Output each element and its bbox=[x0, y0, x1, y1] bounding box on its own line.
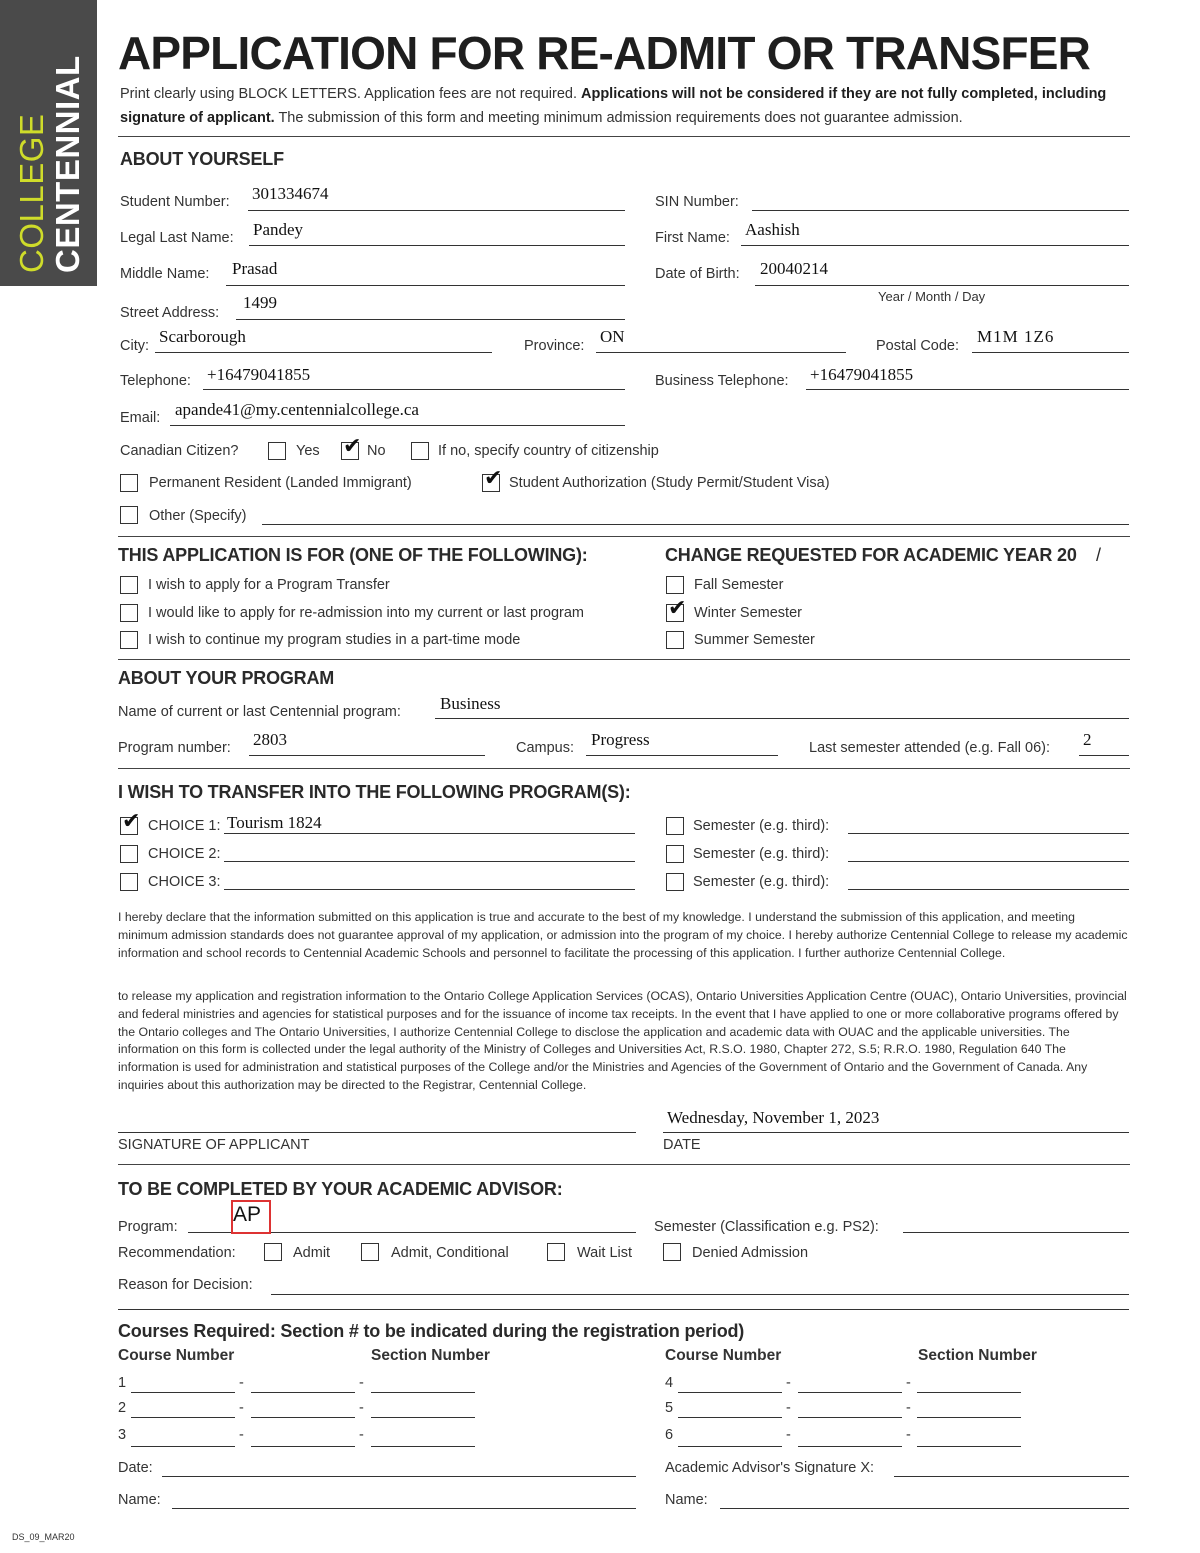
recommendation-label: Recommendation: bbox=[118, 1245, 236, 1261]
declaration-paragraph-1: I hereby declare that the information submitted on this application is true and accurate to the best of my knowledge. I understand the submission of this application, and meeting minimum admission standards does not guarantee approval of my application, or admission into the program of my choice. I hereby authorize Centennial College to release my academic information and school records to Centennial Academic Schools and personnel to facilitate the processing of this application. I further authorize Centennial College. bbox=[118, 910, 1128, 960]
other-checkbox[interactable] bbox=[120, 506, 138, 524]
semester2-checkbox[interactable] bbox=[666, 845, 684, 863]
courses-heading: Courses Required: Section # to be indicated during the registration period) bbox=[118, 1321, 745, 1341]
advisor-semester-field[interactable] bbox=[903, 1232, 1129, 1233]
business-phone-label: Business Telephone: bbox=[655, 373, 789, 389]
course-field[interactable] bbox=[251, 1417, 355, 1418]
program-name-value: Business bbox=[440, 694, 501, 713]
city-field[interactable] bbox=[155, 352, 492, 353]
divider bbox=[118, 536, 1130, 537]
denied-checkbox[interactable] bbox=[663, 1243, 681, 1261]
telephone-value: +16479041855 bbox=[207, 365, 311, 384]
province-value: ON bbox=[600, 327, 625, 346]
checkmark-icon: ✔ bbox=[484, 466, 503, 491]
intro-text-2: The submission of this form and meeting minimum admission requirements does not guarantee admission. bbox=[274, 110, 963, 126]
advisor-name-label: Name: bbox=[665, 1492, 708, 1508]
course-field[interactable] bbox=[798, 1392, 902, 1393]
other-specify-field[interactable] bbox=[262, 524, 1129, 525]
course-row-number: 4 bbox=[665, 1375, 674, 1391]
citizen-yes-label: Yes bbox=[296, 443, 320, 459]
advisor-program-value: AP bbox=[233, 1203, 262, 1226]
courses-name-field[interactable] bbox=[172, 1508, 636, 1509]
semester3-field[interactable] bbox=[848, 889, 1129, 890]
street-value: 1499 bbox=[243, 293, 277, 312]
reason-field-line-2[interactable] bbox=[118, 1309, 1129, 1310]
choice1-value: Tourism 1824 bbox=[227, 813, 322, 832]
specify-country-label: If no, specify country of citizenship bbox=[438, 443, 659, 459]
dash: - bbox=[239, 1375, 244, 1391]
section-field[interactable] bbox=[371, 1446, 475, 1447]
advisor-heading: TO BE COMPLETED BY YOUR ACADEMIC ADVISOR: bbox=[118, 1179, 563, 1199]
admit-label: Admit bbox=[293, 1245, 331, 1261]
readmission-checkbox[interactable] bbox=[120, 604, 138, 622]
dob-hint: Year / Month / Day bbox=[878, 289, 986, 304]
student-authorization-checkbox[interactable] bbox=[482, 466, 503, 492]
street-field[interactable] bbox=[236, 319, 625, 320]
section-number-header-left: Section Number bbox=[371, 1347, 490, 1364]
program-name-label: Name of current or last Centennial program: bbox=[118, 704, 401, 720]
intro-text-1: Print clearly using BLOCK LETTERS. Application fees are not required. bbox=[120, 86, 581, 102]
course-row-number: 1 bbox=[118, 1375, 127, 1391]
part-time-label: I wish to continue my program studies in a part-time mode bbox=[148, 632, 521, 648]
student-authorization-label: Student Authorization (Study Permit/Student Visa) bbox=[509, 475, 830, 491]
choice3-checkbox[interactable] bbox=[120, 873, 138, 891]
semester2-label: Semester (e.g. third): bbox=[693, 846, 830, 862]
reason-field[interactable] bbox=[271, 1294, 1129, 1295]
last-name-field[interactable] bbox=[249, 245, 625, 246]
dash: - bbox=[906, 1375, 911, 1391]
denied-label: Denied Admission bbox=[692, 1245, 809, 1261]
dash: - bbox=[786, 1375, 791, 1391]
postal-value: M1M 1Z6 bbox=[977, 327, 1055, 346]
summer-semester-label: Summer Semester bbox=[694, 632, 815, 648]
citizen-no-checkbox[interactable] bbox=[341, 434, 362, 460]
street-label: Street Address: bbox=[120, 305, 220, 321]
citizen-yes-checkbox[interactable] bbox=[268, 442, 286, 460]
divider bbox=[118, 659, 1130, 660]
sin-number-label: SIN Number: bbox=[655, 194, 739, 210]
dob-field[interactable] bbox=[755, 285, 1129, 286]
city-label: City: bbox=[120, 338, 149, 354]
city-value: Scarborough bbox=[159, 327, 246, 346]
courses-date-label: Date: bbox=[118, 1460, 153, 1476]
dash: - bbox=[786, 1400, 791, 1416]
program-transfer-checkbox[interactable] bbox=[120, 576, 138, 594]
campus-label: Campus: bbox=[516, 740, 575, 756]
first-name-value: Aashish bbox=[745, 220, 800, 239]
course-field[interactable] bbox=[251, 1446, 355, 1447]
checkmark-icon: ✔ bbox=[122, 809, 141, 834]
student-number-label: Student Number: bbox=[120, 194, 230, 210]
brand-panel bbox=[0, 0, 97, 286]
admit-conditional-label: Admit, Conditional bbox=[391, 1245, 509, 1261]
date-field[interactable] bbox=[663, 1132, 1129, 1133]
advisor-name-field[interactable] bbox=[720, 1508, 1129, 1509]
postal-label: Postal Code: bbox=[876, 338, 960, 354]
advisor-semester-label: Semester (Classification e.g. PS2): bbox=[654, 1219, 879, 1235]
dash: - bbox=[239, 1400, 244, 1416]
section-number-header-right: Section Number bbox=[918, 1347, 1037, 1364]
form-intro bbox=[120, 82, 1130, 130]
dash: - bbox=[906, 1400, 911, 1416]
dash: - bbox=[359, 1427, 364, 1443]
campus-value: Progress bbox=[591, 730, 650, 749]
choice2-label: CHOICE 2: bbox=[148, 846, 221, 862]
logo-line-centennial: CENTENNIAL bbox=[49, 55, 86, 273]
last-semester-label: Last semester attended (e.g. Fall 06): bbox=[809, 740, 1050, 756]
telephone-label: Telephone: bbox=[120, 373, 191, 389]
student-number-field[interactable] bbox=[248, 210, 625, 211]
academic-year-slash: / bbox=[1096, 545, 1101, 565]
citizen-label: Canadian Citizen? bbox=[120, 443, 239, 459]
choice1-checkbox[interactable] bbox=[120, 809, 141, 835]
permanent-resident-label: Permanent Resident (Landed Immigrant) bbox=[149, 475, 412, 491]
courses-name-label: Name: bbox=[118, 1492, 161, 1508]
section-field[interactable] bbox=[371, 1417, 475, 1418]
form-code: DS_09_MAR20 bbox=[12, 1532, 75, 1542]
course-field[interactable] bbox=[678, 1392, 782, 1393]
application-heading: THIS APPLICATION IS FOR (ONE OF THE FOLLOWING): bbox=[118, 545, 588, 565]
declaration-paragraph-2: to release my application and registration information to the Ontario College Application Services (OCAS), Ontario Universities Application Centre (OUAC), Ontario Universities, provincial and federal ministries and agencies for statistical purposes and for the issuance of income tax receipts. In the event that I have applied to one or more collaborative programs offered by the Ontario colleges and The Ontario Universities, I authorize Centennial College to disclose the application and academic data with OUAC and the applicable universities. The information on this form is collected under the legal authority of the Ministry of Colleges and Universities Act, R.S.O. 1980, Chapter 272, S.5; R.R.O. 1980, Regulation 640 The information is used for administration and statistical purposes of the College and/or the Ministries and Agencies of the Government of Ontario and the Government of Canada. Any inquiries about this authorization may be directed to the Registrar, Centennial College. bbox=[118, 989, 1127, 1092]
course-field[interactable] bbox=[131, 1417, 235, 1418]
advisor-signature-label: Academic Advisor's Signature X: bbox=[665, 1460, 875, 1476]
choice1-label: CHOICE 1: bbox=[148, 818, 221, 834]
province-label: Province: bbox=[524, 338, 585, 354]
telephone-field[interactable] bbox=[203, 389, 625, 390]
other-label: Other (Specify) bbox=[149, 508, 247, 524]
program-number-value: 2803 bbox=[253, 730, 287, 749]
first-name-label: First Name: bbox=[655, 230, 730, 246]
semester1-label: Semester (e.g. third): bbox=[693, 818, 830, 834]
choice1-field[interactable] bbox=[224, 833, 635, 834]
last-semester-field[interactable] bbox=[1079, 755, 1129, 756]
course-field[interactable] bbox=[678, 1446, 782, 1447]
intro-bold: Applications will not be considered if they are not fully completed, including signature of applicant. bbox=[120, 86, 1107, 126]
checkmark-icon: ✔ bbox=[343, 434, 362, 459]
admit-conditional-checkbox[interactable] bbox=[361, 1243, 379, 1261]
date-label: DATE bbox=[663, 1137, 701, 1153]
signature-label: SIGNATURE OF APPLICANT bbox=[118, 1137, 310, 1153]
dash: - bbox=[359, 1400, 364, 1416]
last-semester-value: 2 bbox=[1083, 730, 1092, 749]
student-number-value: 301334674 bbox=[252, 184, 329, 203]
choice2-checkbox[interactable] bbox=[120, 845, 138, 863]
section-field[interactable] bbox=[371, 1392, 475, 1393]
choice2-field[interactable] bbox=[224, 861, 635, 862]
business-phone-field[interactable] bbox=[806, 389, 1129, 390]
section-field[interactable] bbox=[917, 1417, 1021, 1418]
divider bbox=[118, 1164, 1130, 1165]
signature-field[interactable] bbox=[118, 1132, 636, 1133]
section-field[interactable] bbox=[917, 1392, 1021, 1393]
course-row-number: 5 bbox=[665, 1400, 674, 1416]
postal-field[interactable] bbox=[972, 352, 1129, 353]
reason-label: Reason for Decision: bbox=[118, 1277, 253, 1293]
campus-field[interactable] bbox=[586, 755, 778, 756]
semester1-field[interactable] bbox=[848, 833, 1129, 834]
program-heading: ABOUT YOUR PROGRAM bbox=[118, 668, 335, 688]
advisor-program-label: Program: bbox=[118, 1219, 178, 1235]
course-field[interactable] bbox=[798, 1417, 902, 1418]
last-name-value: Pandey bbox=[253, 220, 304, 239]
course-row-number: 2 bbox=[118, 1400, 127, 1416]
semester2-field[interactable] bbox=[848, 861, 1129, 862]
advisor-signature-field[interactable] bbox=[894, 1476, 1129, 1477]
dob-value: 20040214 bbox=[760, 259, 828, 278]
readmission-label: I would like to apply for re-admission into my current or last program bbox=[148, 605, 584, 621]
semester3-checkbox[interactable] bbox=[666, 873, 684, 891]
course-row-number: 3 bbox=[118, 1427, 127, 1443]
permanent-resident-checkbox[interactable] bbox=[120, 474, 138, 492]
admit-checkbox[interactable] bbox=[264, 1243, 282, 1261]
fall-semester-checkbox[interactable] bbox=[666, 576, 684, 594]
divider bbox=[118, 136, 1130, 137]
middle-name-field[interactable] bbox=[226, 285, 625, 286]
about-heading: ABOUT YOURSELF bbox=[120, 149, 284, 169]
program-name-field[interactable] bbox=[435, 718, 1129, 719]
program-number-field[interactable] bbox=[249, 755, 485, 756]
email-value: apande41@my.centennialcollege.ca bbox=[175, 400, 419, 419]
program-transfer-label: I wish to apply for a Program Transfer bbox=[148, 577, 390, 593]
last-name-label: Legal Last Name: bbox=[120, 230, 234, 246]
transfer-heading: I WISH TO TRANSFER INTO THE FOLLOWING PROGRAM(S): bbox=[118, 782, 631, 802]
choice3-field[interactable] bbox=[224, 889, 635, 890]
winter-semester-label: Winter Semester bbox=[694, 605, 802, 621]
sin-number-field[interactable] bbox=[752, 210, 1129, 211]
logo-line-college: COLLEGE bbox=[13, 113, 50, 273]
program-number-label: Program number: bbox=[118, 740, 231, 756]
course-field[interactable] bbox=[798, 1446, 902, 1447]
part-time-checkbox[interactable] bbox=[120, 631, 138, 649]
course-number-header-left: Course Number bbox=[118, 1347, 235, 1364]
specify-country-checkbox[interactable] bbox=[411, 442, 429, 460]
first-name-field[interactable] bbox=[741, 245, 1129, 246]
fall-semester-label: Fall Semester bbox=[694, 577, 784, 593]
winter-semester-checkbox[interactable] bbox=[666, 596, 687, 622]
dash: - bbox=[786, 1427, 791, 1443]
course-field[interactable] bbox=[131, 1392, 235, 1393]
date-value: Wednesday, November 1, 2023 bbox=[667, 1108, 880, 1127]
middle-name-value: Prasad bbox=[232, 259, 278, 278]
course-field[interactable] bbox=[678, 1417, 782, 1418]
semester3-label: Semester (e.g. third): bbox=[693, 874, 830, 890]
business-phone-value: +16479041855 bbox=[810, 365, 914, 384]
course-field[interactable] bbox=[131, 1446, 235, 1447]
form-title: APPLICATION FOR RE-ADMIT OR TRANSFER bbox=[118, 27, 1091, 79]
college-logo bbox=[13, 13, 86, 273]
choice3-label: CHOICE 3: bbox=[148, 874, 221, 890]
courses-date-field[interactable] bbox=[162, 1476, 636, 1477]
wait-list-label: Wait List bbox=[577, 1245, 633, 1261]
middle-name-label: Middle Name: bbox=[120, 266, 210, 282]
course-row-number: 6 bbox=[665, 1427, 674, 1443]
email-field[interactable] bbox=[170, 425, 625, 426]
change-heading: CHANGE REQUESTED FOR ACADEMIC YEAR 20 bbox=[665, 545, 1077, 565]
dob-label: Date of Birth: bbox=[655, 266, 740, 282]
divider bbox=[118, 768, 1130, 769]
course-number-header-right: Course Number bbox=[665, 1347, 782, 1364]
citizen-no-label: No bbox=[367, 443, 386, 459]
course-field[interactable] bbox=[251, 1392, 355, 1393]
dash: - bbox=[359, 1375, 364, 1391]
province-field[interactable] bbox=[596, 352, 846, 353]
section-field[interactable] bbox=[917, 1446, 1021, 1447]
dash: - bbox=[906, 1427, 911, 1443]
wait-list-checkbox[interactable] bbox=[547, 1243, 565, 1261]
semester1-checkbox[interactable] bbox=[666, 817, 684, 835]
dash: - bbox=[239, 1427, 244, 1443]
checkmark-icon: ✔ bbox=[668, 596, 687, 621]
summer-semester-checkbox[interactable] bbox=[666, 631, 684, 649]
email-label: Email: bbox=[120, 410, 161, 426]
